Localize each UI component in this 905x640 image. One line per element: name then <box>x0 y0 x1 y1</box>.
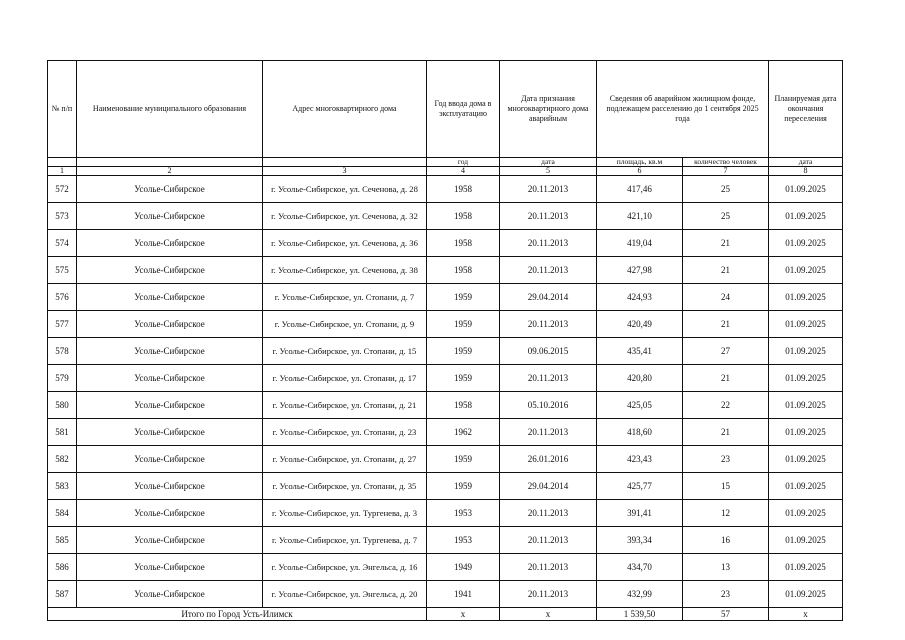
municipality: Усолье-Сибирское <box>77 581 263 608</box>
municipality: Усолье-Сибирское <box>77 554 263 581</box>
planned-end-date: 01.09.2025 <box>769 473 843 500</box>
area: 393,34 <box>597 527 683 554</box>
area: 417,46 <box>597 176 683 203</box>
emergency-date: 20.11.2013 <box>500 230 597 257</box>
table-row <box>48 203 843 230</box>
planned-end-date: 01.09.2025 <box>769 338 843 365</box>
row-number: 582 <box>48 446 77 473</box>
emergency-date: 05.10.2016 <box>500 392 597 419</box>
address: г. Усолье-Сибирское, ул. Стопани, д. 9 <box>263 311 427 338</box>
planned-end-date: 01.09.2025 <box>769 392 843 419</box>
address: г. Усолье-Сибирское, ул. Тургенева, д. 7 <box>263 527 427 554</box>
commission-year: 1953 <box>427 500 500 527</box>
people-count: 21 <box>683 257 769 284</box>
row-number: 583 <box>48 473 77 500</box>
planned-end-date: 01.09.2025 <box>769 203 843 230</box>
table-row <box>48 554 843 581</box>
planned-end-date: 01.09.2025 <box>769 527 843 554</box>
area: 427,98 <box>597 257 683 284</box>
people-count: 25 <box>683 176 769 203</box>
area: 434,70 <box>597 554 683 581</box>
people-count: 13 <box>683 554 769 581</box>
table-header-row <box>48 61 843 158</box>
area: 419,04 <box>597 230 683 257</box>
municipality: Усолье-Сибирское <box>77 338 263 365</box>
commission-year: 1958 <box>427 203 500 230</box>
commission-year: 1959 <box>427 284 500 311</box>
subheader-area: площадь, кв.м <box>597 158 683 167</box>
area: 420,49 <box>597 311 683 338</box>
table-row <box>48 473 843 500</box>
planned-end-date: 01.09.2025 <box>769 176 843 203</box>
area: 420,80 <box>597 365 683 392</box>
address: г. Усолье-Сибирское, ул. Стопани, д. 7 <box>263 284 427 311</box>
commission-year: 1959 <box>427 473 500 500</box>
area: 423,43 <box>597 446 683 473</box>
subheader-date: дата <box>500 158 597 167</box>
row-number: 584 <box>48 500 77 527</box>
column-number: 6 <box>597 167 683 176</box>
commission-year: 1959 <box>427 446 500 473</box>
table-row <box>48 500 843 527</box>
column-number: 8 <box>769 167 843 176</box>
table-body <box>48 176 843 608</box>
municipality: Усолье-Сибирское <box>77 500 263 527</box>
planned-end-date: 01.09.2025 <box>769 230 843 257</box>
row-number: 585 <box>48 527 77 554</box>
municipality: Усолье-Сибирское <box>77 419 263 446</box>
people-count: 12 <box>683 500 769 527</box>
header-planned-end-date: Планируемая дата окончания переселения <box>769 61 843 158</box>
table-row <box>48 419 843 446</box>
column-number: 3 <box>263 167 427 176</box>
commission-year: 1958 <box>427 230 500 257</box>
row-number: 572 <box>48 176 77 203</box>
total-people: 57 <box>683 608 769 621</box>
planned-end-date: 01.09.2025 <box>769 554 843 581</box>
emergency-date: 09.06.2015 <box>500 338 597 365</box>
commission-year: 1941 <box>427 581 500 608</box>
people-count: 27 <box>683 338 769 365</box>
area: 432,99 <box>597 581 683 608</box>
header-emergency-date: Дата признания многоквартирного дома аварийным <box>500 61 597 158</box>
subheader-year: год <box>427 158 500 167</box>
table-row <box>48 392 843 419</box>
total-year: x <box>427 608 500 621</box>
total-row <box>48 608 843 621</box>
emergency-date: 20.11.2013 <box>500 527 597 554</box>
subheader-empty-1 <box>48 158 77 167</box>
municipality: Усолье-Сибирское <box>77 392 263 419</box>
planned-end-date: 01.09.2025 <box>769 446 843 473</box>
subheader-empty-3 <box>263 158 427 167</box>
people-count: 21 <box>683 365 769 392</box>
address: г. Усолье-Сибирское, ул. Стопани, д. 17 <box>263 365 427 392</box>
address: г. Усолье-Сибирское, ул. Стопани, д. 23 <box>263 419 427 446</box>
table-row <box>48 338 843 365</box>
people-count: 16 <box>683 527 769 554</box>
planned-end-date: 01.09.2025 <box>769 419 843 446</box>
municipality: Усолье-Сибирское <box>77 365 263 392</box>
row-number: 573 <box>48 203 77 230</box>
address: г. Усолье-Сибирское, ул. Сеченова, д. 38 <box>263 257 427 284</box>
commission-year: 1958 <box>427 176 500 203</box>
address: г. Усолье-Сибирское, ул. Стопани, д. 15 <box>263 338 427 365</box>
row-number: 577 <box>48 311 77 338</box>
municipality: Усолье-Сибирское <box>77 230 263 257</box>
table-row <box>48 446 843 473</box>
municipality: Усолье-Сибирское <box>77 446 263 473</box>
row-number: 586 <box>48 554 77 581</box>
row-number: 581 <box>48 419 77 446</box>
area: 435,41 <box>597 338 683 365</box>
emergency-date: 20.11.2013 <box>500 554 597 581</box>
area: 424,93 <box>597 284 683 311</box>
resettlement-table <box>47 60 843 621</box>
people-count: 25 <box>683 203 769 230</box>
address: г. Усолье-Сибирское, ул. Тургенева, д. 3 <box>263 500 427 527</box>
emergency-date: 20.11.2013 <box>500 311 597 338</box>
emergency-date: 29.04.2014 <box>500 473 597 500</box>
people-count: 21 <box>683 419 769 446</box>
column-number: 4 <box>427 167 500 176</box>
commission-year: 1949 <box>427 554 500 581</box>
planned-end-date: 01.09.2025 <box>769 311 843 338</box>
address: г. Усолье-Сибирское, ул. Сеченова, д. 36 <box>263 230 427 257</box>
table-row <box>48 527 843 554</box>
planned-end-date: 01.09.2025 <box>769 500 843 527</box>
emergency-date: 20.11.2013 <box>500 500 597 527</box>
column-number: 7 <box>683 167 769 176</box>
address: г. Усолье-Сибирское, ул. Сеченова, д. 32 <box>263 203 427 230</box>
municipality: Усолье-Сибирское <box>77 473 263 500</box>
municipality: Усолье-Сибирское <box>77 203 263 230</box>
table-row <box>48 365 843 392</box>
row-number: 580 <box>48 392 77 419</box>
people-count: 22 <box>683 392 769 419</box>
planned-end-date: 01.09.2025 <box>769 257 843 284</box>
total-date: x <box>500 608 597 621</box>
people-count: 21 <box>683 230 769 257</box>
municipality: Усолье-Сибирское <box>77 311 263 338</box>
row-number: 579 <box>48 365 77 392</box>
planned-end-date: 01.09.2025 <box>769 284 843 311</box>
people-count: 24 <box>683 284 769 311</box>
area: 421,10 <box>597 203 683 230</box>
people-count: 23 <box>683 581 769 608</box>
emergency-date: 20.11.2013 <box>500 257 597 284</box>
address: г. Усолье-Сибирское, ул. Стопани, д. 21 <box>263 392 427 419</box>
column-number: 5 <box>500 167 597 176</box>
area: 425,05 <box>597 392 683 419</box>
area: 418,60 <box>597 419 683 446</box>
address: г. Усолье-Сибирское, ул. Энгельса, д. 16 <box>263 554 427 581</box>
header-address: Адрес многоквартирного дома <box>263 61 427 158</box>
emergency-date: 20.11.2013 <box>500 365 597 392</box>
table-row <box>48 284 843 311</box>
subheader-people: количество человек <box>683 158 769 167</box>
row-number: 574 <box>48 230 77 257</box>
address: г. Усолье-Сибирское, ул. Сеченова, д. 28 <box>263 176 427 203</box>
table-row <box>48 257 843 284</box>
municipality: Усолье-Сибирское <box>77 284 263 311</box>
row-number: 575 <box>48 257 77 284</box>
column-number: 2 <box>77 167 263 176</box>
total-label: Итого по Город Усть-Илимск <box>48 608 427 621</box>
people-count: 21 <box>683 311 769 338</box>
commission-year: 1958 <box>427 392 500 419</box>
planned-end-date: 01.09.2025 <box>769 581 843 608</box>
emergency-date: 20.11.2013 <box>500 176 597 203</box>
municipality: Усолье-Сибирское <box>77 257 263 284</box>
column-number: 1 <box>48 167 77 176</box>
commission-year: 1959 <box>427 365 500 392</box>
table-row <box>48 230 843 257</box>
area: 391,41 <box>597 500 683 527</box>
commission-year: 1962 <box>427 419 500 446</box>
subheader-empty-2 <box>77 158 263 167</box>
commission-year: 1959 <box>427 338 500 365</box>
address: г. Усолье-Сибирское, ул. Энгельса, д. 20 <box>263 581 427 608</box>
table-subheader-row <box>48 158 843 167</box>
header-municipality: Наименование муниципального образования <box>77 61 263 158</box>
planned-end-date: 01.09.2025 <box>769 365 843 392</box>
commission-year: 1958 <box>427 257 500 284</box>
emergency-date: 20.11.2013 <box>500 203 597 230</box>
municipality: Усолье-Сибирское <box>77 176 263 203</box>
total-end-date: x <box>769 608 843 621</box>
table-row <box>48 581 843 608</box>
address: г. Усолье-Сибирское, ул. Стопани, д. 27 <box>263 446 427 473</box>
row-number: 587 <box>48 581 77 608</box>
row-number: 576 <box>48 284 77 311</box>
address: г. Усолье-Сибирское, ул. Стопани, д. 35 <box>263 473 427 500</box>
header-row-number: № п/п <box>48 61 77 158</box>
table-row <box>48 176 843 203</box>
area: 425,77 <box>597 473 683 500</box>
people-count: 15 <box>683 473 769 500</box>
subheader-end-date: дата <box>769 158 843 167</box>
column-number-row <box>48 167 843 176</box>
table-row <box>48 311 843 338</box>
emergency-date: 20.11.2013 <box>500 419 597 446</box>
row-number: 578 <box>48 338 77 365</box>
people-count: 23 <box>683 446 769 473</box>
emergency-date: 20.11.2013 <box>500 581 597 608</box>
header-commission-year: Год ввода дома в эксплуатацию <box>427 61 500 158</box>
commission-year: 1953 <box>427 527 500 554</box>
header-emergency-fund-info: Сведения об аварийном жилищном фонде, подлежащем расселению до 1 сентября 2025 года <box>597 61 769 158</box>
emergency-date: 26.01.2016 <box>500 446 597 473</box>
total-area: 1 539,50 <box>597 608 683 621</box>
commission-year: 1959 <box>427 311 500 338</box>
emergency-date: 29.04.2014 <box>500 284 597 311</box>
municipality: Усолье-Сибирское <box>77 527 263 554</box>
